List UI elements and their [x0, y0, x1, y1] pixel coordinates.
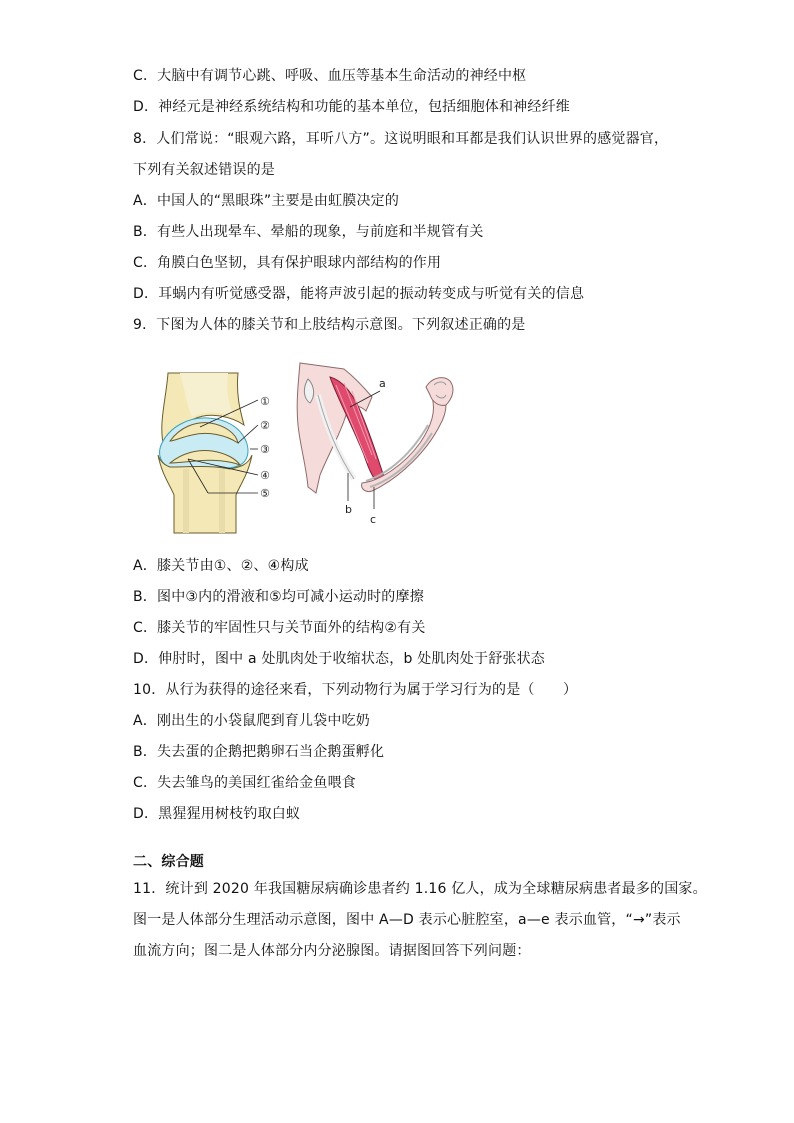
section-title-comprehensive: 二、综合题	[133, 854, 204, 870]
line-q8-stem-1: 8．人们常说：“眼观六路，耳听八方”。这说明眼和耳都是我们认识世界的感觉器官，	[133, 131, 669, 147]
line-q8c: C．角膜白色坚韧，具有保护眼球内部结构的作用	[133, 255, 442, 271]
line-q9b: B．图中③内的滑液和⑤均可减小运动时的摩擦	[133, 589, 424, 605]
knee-label-3: ③	[260, 443, 270, 456]
line-q9c: C．膝关节的牢固性只与关节面外的结构②有关	[133, 620, 426, 636]
line-q9-stem: 9．下图为人体的膝关节和上肢结构示意图。下列叙述正确的是	[133, 317, 526, 333]
line-q9d: D．伸肘时，图中 a 处肌肉处于收缩状态，b 处肌肉处于舒张状态	[133, 651, 545, 667]
arm-diagram	[297, 363, 453, 526]
line-q8b: B．有些人出现晕车、晕船的现象，与前庭和半规管有关	[133, 224, 484, 240]
arm-label-b: b	[345, 503, 352, 516]
line-q7c: C．大脑中有调节心跳、呼吸、血压等基本生命活动的神经中枢	[133, 68, 527, 84]
line-q10c: C．失去雏鸟的美国红雀给金鱼喂食	[133, 775, 356, 791]
line-q11-1: 11．统计到 2020 年我国糖尿病确诊患者约 1.16 亿人，成为全球糖尿病患者最多的国家。	[133, 881, 707, 897]
arm-label-a: a	[379, 377, 386, 390]
line-q10a: A．刚出生的小袋鼠爬到育儿袋中吃奶	[133, 713, 370, 729]
knee-label-4: ④	[260, 469, 270, 482]
knee-arm-figure	[140, 355, 460, 535]
line-q7d: D．神经元是神经系统结构和功能的基本单位，包括细胞体和神经纤维	[133, 99, 570, 115]
knee-label-1: ①	[260, 395, 270, 408]
line-q11-3: 血流方向；图二是人体部分内分泌腺图。请据图回答下列问题：	[133, 943, 531, 959]
line-q10b: B．失去蛋的企鹅把鹅卵石当企鹅蛋孵化	[133, 744, 385, 760]
line-q8-stem-2: 下列有关叙述错误的是	[133, 162, 275, 178]
line-q9a: A．膝关节由①、②、④构成	[133, 558, 309, 574]
line-q10-stem: 10．从行为获得的途径来看，下列动物行为属于学习行为的是（ ）	[133, 682, 578, 698]
knee-joint-diagram	[158, 373, 270, 533]
line-q8a: A．中国人的“黑眼珠”主要是由虹膜决定的	[133, 193, 400, 209]
line-q11-2: 图一是人体部分生理活动示意图，图中 A—D 表示心脏腔室，a—e 表示血管，“→”表示	[133, 912, 681, 928]
knee-label-2: ②	[260, 419, 270, 432]
knee-label-5: ⑤	[260, 487, 270, 500]
arm-label-c: c	[370, 513, 377, 526]
line-q10d: D．黑猩猩用树枝钓取白蚁	[133, 806, 301, 822]
line-q8d: D．耳蜗内有听觉感受器，能将声波引起的振动转变成与听觉有关的信息	[133, 286, 585, 302]
